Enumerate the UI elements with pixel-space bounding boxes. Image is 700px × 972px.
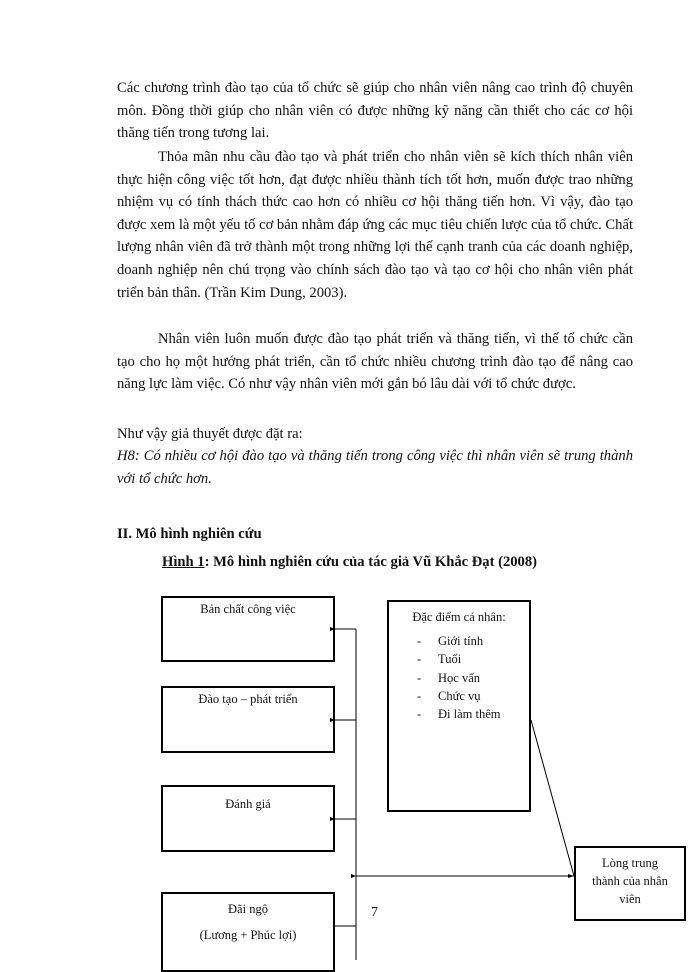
box-evaluation-label: Đánh giá: [225, 797, 271, 811]
list-item: - Học vấn: [417, 670, 480, 685]
box-evaluation: [161, 785, 335, 852]
box-training-development-label: Đào tạo – phát triển: [198, 692, 298, 706]
page-number: 7: [371, 905, 378, 920]
list-item: - Giới tính: [417, 634, 484, 648]
paragraph-4: Như vậy giả thuyết được đặt ra:: [117, 426, 303, 442]
arrowhead-trunk: [351, 874, 356, 878]
figure-caption-label: Hình 1: [162, 554, 205, 570]
box-compensation: [161, 892, 335, 972]
box-personal-characteristics: [387, 600, 531, 812]
list-item: - Chức vụ: [417, 688, 481, 703]
box-employee-loyalty: [574, 846, 686, 921]
box-job-nature: [161, 596, 335, 662]
figure-caption-text: : Mô hình nghiên cứu của tác giả Vũ Khắc Đạt (2008): [204, 554, 538, 570]
paragraph-3: Nhân viên luôn muốn được đào tạo phát triển và thăng tiến, vì thế tổ chức cần tạo cho họ một hướng phát triển, cần tổ chức nhiều chương trình đào tạo để nâng cao năng lực làm việc. Có như vậy nhân viên mới gắn bó lâu dài với tổ chức được.: [117, 331, 633, 393]
personal-items-list: [417, 632, 529, 723]
box-employee-loyalty-label: Lòng trung thành của nhân viên: [592, 856, 668, 906]
box-compensation-line2: (Lương + Phúc lợi): [199, 928, 297, 942]
box-compensation-line1: Đãi ngộ: [228, 902, 268, 916]
box-job-nature-label: Bản chất công việc: [200, 602, 296, 616]
list-item: - Đi làm thêm: [417, 707, 501, 722]
paragraph-1: Các chương trình đào tạo của tổ chức sẽ giúp cho nhân viên nâng cao trình độ chuyên môn. Đồng thời giúp cho nhân viên có được những kỹ năng cần thiết cho các cơ hội thăng tiến trong tương lai.: [117, 80, 633, 142]
list-item: - Tuổi: [417, 652, 462, 667]
hypothesis-h8: H8: Có nhiều cơ hội đào tạo và thăng tiến trong công việc thì nhân viên sẽ trung thành với tổ chức hơn.: [117, 448, 633, 487]
connector-personal: [531, 720, 574, 876]
box-personal-title: Đặc điểm cá nhân:: [412, 610, 506, 624]
paragraph-2: Thỏa mãn nhu cầu đào tạo và phát triển cho nhân viên sẽ kích thích nhân viên thực hiện công việc tốt hơn, đạt được nhiều thành tích tốt hơn, muốn được trao những nhiệm vụ có tính thách thức cao hơn có nhiều cơ hội thăng tiến hơn. Vì vậy, đào tạo được xem là một yếu tố cơ bản nhằm đáp ứng các mục tiêu chiến lược của tổ chức. Chất lượng nhân viên đã trở thành một trong những lợi thế cạnh tranh của các doanh nghiệp, doanh nghiệp nên chú trọng vào chính sách đào tạo và tạo cơ hội cho nhân viên phát triển bản thân. (Trần Kim Dung, 2003).: [117, 149, 633, 301]
section-heading: II. Mô hình nghiên cứu: [117, 526, 262, 542]
box-training-development: [161, 686, 335, 753]
